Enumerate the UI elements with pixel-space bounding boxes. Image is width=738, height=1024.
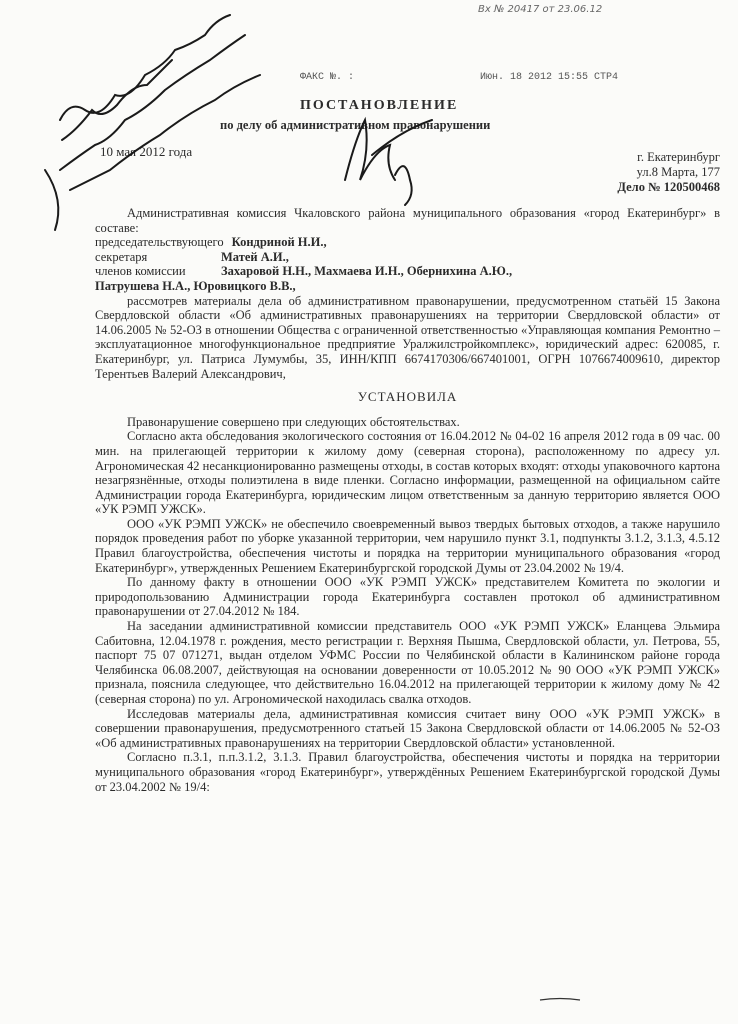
commission-chair [95, 235, 720, 250]
members-names-2: Патрушева Н.А., Юровицкого В.В., [95, 278, 296, 293]
location-block [530, 150, 720, 195]
secretary-name: Матей А.И., [221, 249, 289, 264]
paragraph-inspection: Согласно акта обследования экологического состояния от 16.04.2012 № 04-02 16 апреля 2012 года в 09 час. 00 мин. на прилегающей территории к жилому дому (северная сторона), расположенному по адресу ул. Агрономическая 42 несанкционированно размещены отходы, в состав которых входят: отходы упаковочного картона незагрязнённые, отходы полиэтилена в виде пленки. Согласно информации, размещенной на официальном сайте Администрации города Екатеринбурга, юридическим лицом ответственным за данную территорию является ООО «УК РЭМП УЖСК». [95, 429, 720, 517]
fax-label: ФАКС №. : [300, 72, 355, 83]
commission-members [95, 264, 720, 279]
secretary-label: секретаря [95, 249, 148, 264]
chair-name: Кондриной Н.И., [231, 235, 327, 250]
document-body [95, 206, 720, 794]
commission-list [95, 235, 720, 293]
incoming-stamp: Вх № 20417 от 23.06.12 [478, 4, 603, 15]
paragraph-violation: ООО «УК РЭМП УЖСК» не обеспечило своевременный вывоз твердых бытовых отходов, а также нарушило порядок проведения работ по уборке указанной территории, чем нарушило пункт 3.1, подпункты 3.1.2, 3.1.3, 4.5.12 Правил благоустройства, обеспечения чистоты и порядка на территории муниципального образования «город Екатеринбург», утвержденных Решением Екатеринбургской городской Думы от 23.04.2002 № 19/4. [95, 516, 720, 575]
section-heading: УСТАНОВИЛА [357, 389, 458, 405]
page-subtitle: по делу об административном правонарушении [220, 118, 491, 132]
paragraph-review: рассмотрев материалы дела об административном правонарушении, предусмотренном статьёй 15 Закона Свердловской области «Об административных правонарушениях на территории Свердловской области» от 14.06.2005 № 52-ОЗ в отношении Общества с ограниченной ответственностью «Управляющая компания Ремонтно – эксплуатационное многофункциональное предприятие Уралжилстройкомплекс», юридический адрес: 620085, г. Екатеринбург, ул. Патриса Лумумбы, 35, ИНН/КПП 6674170306/667401001, ОГРН 1076674009610, директор Терентьев Валерий Александрович, [95, 293, 720, 381]
city: г. Екатеринбург [637, 150, 720, 164]
chair-label: председательствующего [95, 235, 224, 250]
strike-mark [540, 999, 580, 1001]
members-names-1: Захаровой Н.Н., Махмаева И.Н., Обернихина А.Ю., [221, 264, 513, 279]
paragraph-circumstances: Правонарушение совершено при следующих обстоятельствах. [127, 414, 460, 429]
members-label: членов комиссии [95, 264, 186, 279]
paragraph-representative: На заседании административной комиссии представитель ООО «УК РЭМП УЖСК» Еланцева Эльмира Сабитовна, 12.04.1978 г. рождения, место регистрации г. Верхняя Пышма, Свердловской области, ул. Петрова, 55, паспорт 75 07 071271, выдан отделом УФМС России по Челябинской области в Калининском районе города Челябинска 06.08.2007, действующая на основании доверенности от 10.05.2012 № 90 ООО «УК РЭМП УЖСК» признала, пояснила следующее, что действительно 16.04.2012 на прилегающей территории к жилому дому № 42 (северная сторона) по ул. Агрономической находилась свалка отходов. [95, 619, 720, 706]
page-title: ПОСТАНОВЛЕНИЕ [300, 98, 459, 113]
document-date: 10 мая 2012 года [100, 144, 193, 159]
paragraph-conclusion: Исследовав материалы дела, административная комиссия считает вину ООО «УК РЭМП УЖСК» в совершении правонарушения, предусмотренного статьей 15 Закона Свердловской области от 14.06.2005 № 52-ОЗ «Об административных правонарушениях на территории Свердловской области» установленной. [95, 706, 720, 750]
address: ул.8 Марта, 177 [636, 165, 720, 179]
fax-timestamp: Июн. 18 2012 15:55 СТР4 [480, 72, 619, 83]
case-number: Дело № 120500468 [617, 180, 720, 194]
commission-secretary [95, 250, 720, 265]
intro-text: Административная комиссия Чкаловского района муниципального образования «город Екатеринбург» в составе: [95, 206, 720, 235]
paragraph-rules: Согласно п.3.1, п.п.3.1.2, 3.1.3. Правил благоустройства, обеспечения чистоты и порядка на территории муниципального образования «город Екатеринбург», утверждённых Решением Екатеринбургской городской Думы от 23.04.2002 № 19/4: [95, 750, 720, 794]
paragraph-protocol: По данному факту в отношении ООО «УК РЭМП УЖСК» представителем Комитета по экологии и природопользованию Администрации города Екатеринбурга составлен протокол об административном правонарушении от 27.04.2012 № 184. [95, 575, 720, 619]
